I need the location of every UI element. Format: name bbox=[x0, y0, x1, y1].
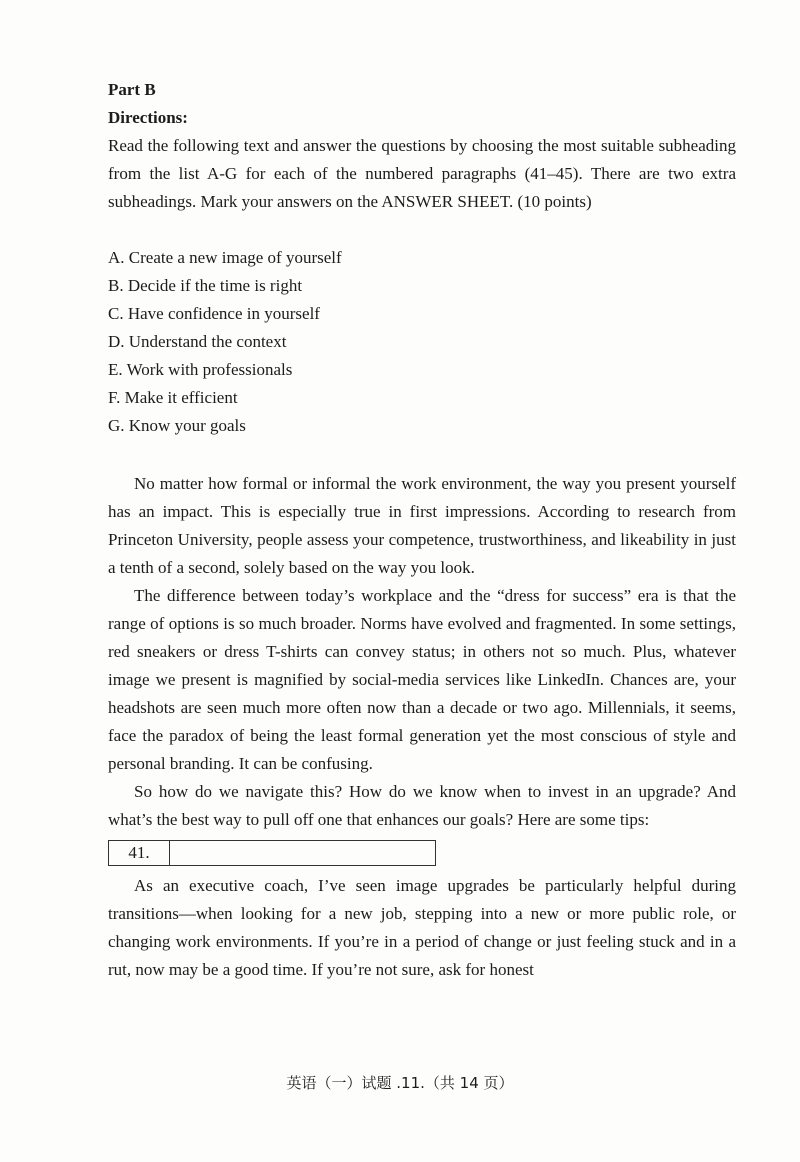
option-f: F. Make it efficient bbox=[108, 388, 238, 407]
option-e: E. Work with professionals bbox=[108, 360, 293, 379]
exam-page bbox=[108, 76, 736, 984]
answer-box-number: 41. bbox=[109, 841, 170, 865]
answer-box-41 bbox=[108, 840, 436, 866]
paragraph-41: As an executive coach, I’ve seen image upgrades be particularly helpful during transitions—when looking for a new job, stepping into a new or more public role, or changing work environments. If you’re in a period of change or just feeling stuck and in a rut, now may be a good time. If you’re not sure, ask for honest bbox=[108, 876, 736, 979]
option-c: C. Have confidence in yourself bbox=[108, 304, 320, 323]
option-b: B. Decide if the time is right bbox=[108, 276, 303, 295]
page-footer: 英语（一）试题 .11.（共 14 页） bbox=[286, 1074, 514, 1092]
option-d: D. Understand the context bbox=[108, 332, 287, 351]
directions-title: Directions: bbox=[108, 108, 188, 127]
paragraph-1: No matter how formal or informal the work environment, the way you present yourself has an impact. This is especially true in first impressions. According to research from Princeton University, people assess your competence, trustworthiness, and likeability in just a tenth of a second, solely based on the way you look. bbox=[108, 474, 736, 577]
passage bbox=[108, 470, 736, 984]
directions-text: Read the following text and answer the questions by choosing the most suitable subheading from the list A-G for each of the numbered paragraphs (41–45). There are two extra subheadings. Mark your answers on the ANSWER SHEET. (10 points) bbox=[108, 136, 736, 211]
part-title: Part B bbox=[108, 80, 156, 99]
paragraph-3: So how do we navigate this? How do we know when to invest in an upgrade? And what’s the best way to pull off one that enhances our goals? Here are some tips: bbox=[108, 782, 736, 829]
answer-box-blank bbox=[170, 841, 435, 865]
paragraph-2: The difference between today’s workplace and the “dress for success” era is that the range of options is so much broader. Norms have evolved and fragmented. In some settings, red sneakers or dress T-shirts can convey status; in others not so much. Plus, whatever image we present is magnified by social-media services like LinkedIn. Chances are, your headshots are seen much more often now than a decade or two ago. Millennials, it seems, face the paradox of being the least formal generation yet the most conscious of style and personal branding. It can be confusing. bbox=[108, 586, 736, 773]
option-g: G. Know your goals bbox=[108, 416, 246, 435]
option-a: A. Create a new image of yourself bbox=[108, 248, 342, 267]
subheading-options bbox=[108, 244, 736, 440]
